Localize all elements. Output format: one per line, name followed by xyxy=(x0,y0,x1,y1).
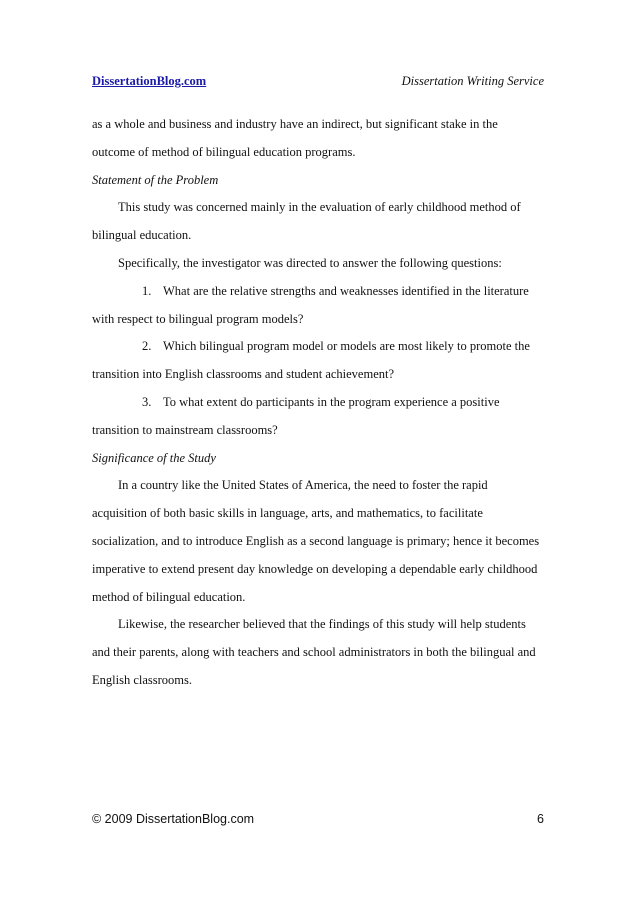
text-line: outcome of method of bilingual education programs. xyxy=(92,144,356,159)
question-text: To what extent do participants in the program experience a positive xyxy=(163,394,500,409)
text-line: and their parents, along with teachers and school administrators in both the bilingual and xyxy=(92,645,536,660)
text-line: English classrooms. xyxy=(92,672,192,687)
question-item xyxy=(92,389,544,417)
page-header xyxy=(92,74,544,89)
text-line: bilingual education. xyxy=(92,228,192,243)
question-number: 2. xyxy=(142,339,152,354)
page-number: 6 xyxy=(537,812,544,826)
text-line: as a whole and business and industry have an indirect, but significant stake in the xyxy=(92,117,498,131)
text-line: socialization, and to introduce English as a second language is primary; hence it becomes xyxy=(92,533,540,548)
document-body xyxy=(92,111,544,695)
text-line: transition into English classrooms and student achievement? xyxy=(92,367,395,382)
text-line: Likewise, the researcher believed that the findings of this study will help students xyxy=(118,617,526,632)
text-line: with respect to bilingual program models? xyxy=(92,311,304,326)
question-number: 3. xyxy=(142,394,152,409)
section-heading-significance: Significance of the Study xyxy=(92,450,216,465)
question-item xyxy=(92,278,544,306)
page-footer xyxy=(92,812,544,826)
text-line: This study was concerned mainly in the evaluation of early childhood method of xyxy=(118,200,521,215)
site-link[interactable]: DissertationBlog.com xyxy=(92,74,207,88)
question-text: What are the relative strengths and weaknesses identified in the literature xyxy=(163,283,529,298)
question-item xyxy=(92,333,544,361)
text-line: transition to mainstream classrooms? xyxy=(92,422,278,437)
section-heading-problem: Statement of the Problem xyxy=(92,172,219,187)
text-line: Specifically, the investigator was directed to answer the following questions: xyxy=(118,255,502,270)
question-number: 1. xyxy=(142,283,152,298)
text-line: imperative to extend present day knowledge on developing a dependable early childhood xyxy=(92,561,538,576)
text-line: acquisition of both basic skills in language, arts, and mathematics, to facilitate xyxy=(92,506,483,521)
text-line: method of bilingual education. xyxy=(92,589,246,604)
header-service-title: Dissertation Writing Service xyxy=(401,74,544,88)
question-text: Which bilingual program model or models are most likely to promote the xyxy=(163,339,530,354)
text-line: In a country like the United States of America, the need to foster the rapid xyxy=(118,478,488,493)
copyright-text: © 2009 DissertationBlog.com xyxy=(92,812,255,826)
